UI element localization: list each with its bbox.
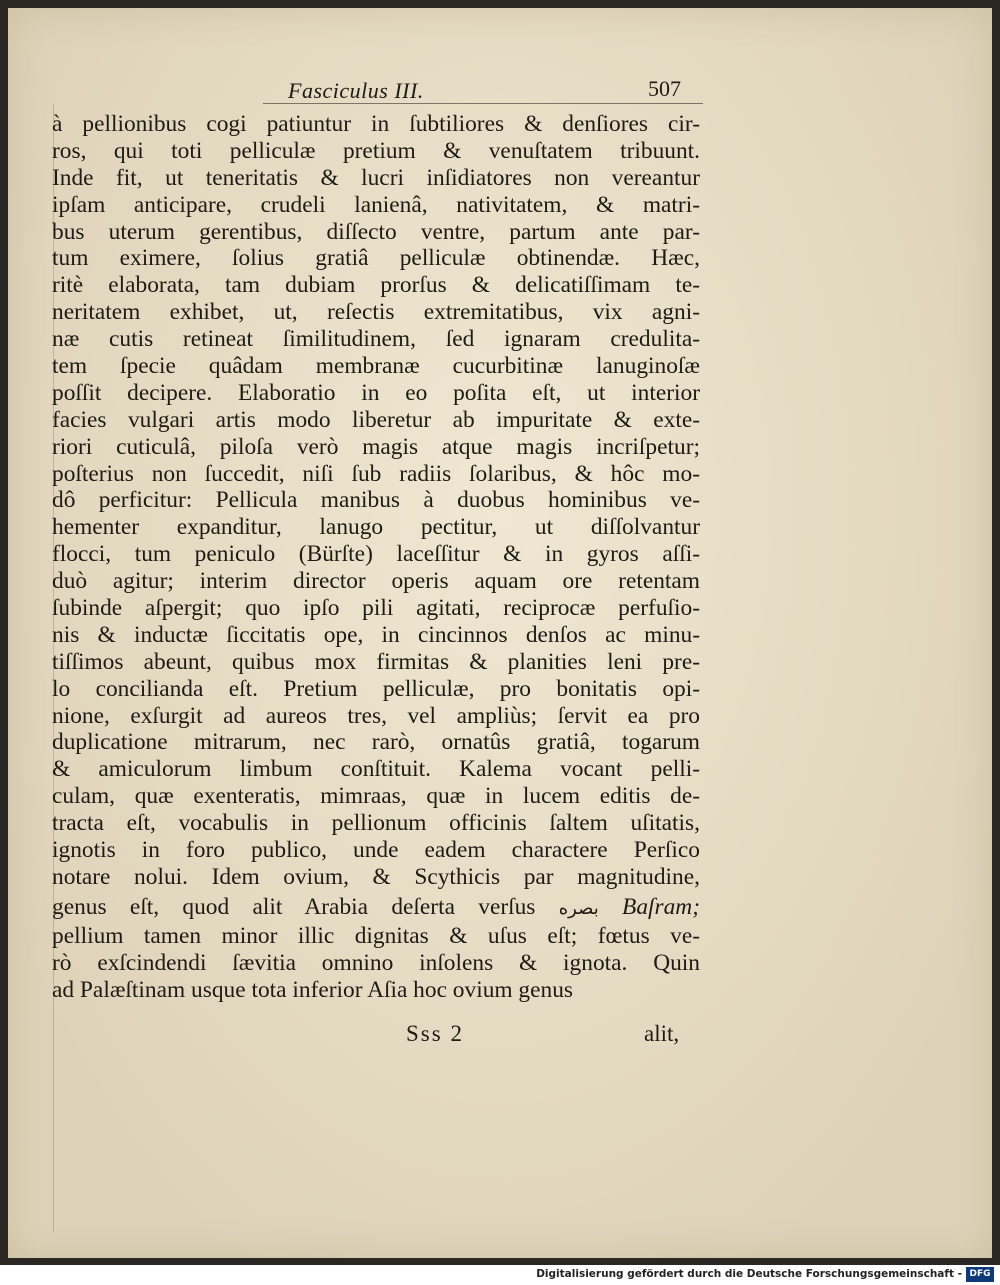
text-line: tracta eſt, vocabulis in pellionum officinis ſaltem uſitatis, <box>52 810 700 837</box>
text-line: poſterius non ſuccedit, niſi ſub radiis ſolaribus, & hôc mo- <box>52 460 700 487</box>
text-line: tiſſimos abeunt, quibus mox firmitas & planities leni pre- <box>52 648 700 675</box>
book-page <box>8 8 992 1258</box>
page-number: 507 <box>648 76 681 101</box>
header-rule <box>263 103 703 104</box>
text-line: facies vulgari artis modo liberetur ab impuritate & exte- <box>52 406 700 433</box>
text-line: ſubinde aſpergit; quo ipſo pili agitati, reciprocæ perfuſio- <box>52 595 700 622</box>
credit-bar <box>0 1265 1000 1285</box>
text-line: ritè elaborata, tam dubiam prorſus & delicatiſſimam te- <box>52 272 700 299</box>
text-line: Inde fit, ut teneritatis & lucri inſidiatores non vereantur <box>52 164 700 191</box>
text-line: rò exſcindendi ſævitia omnino inſolens & ignota. Quin <box>52 949 700 976</box>
text-line: notare nolui. Idem ovium, & Scythicis par magnitudine, <box>52 863 700 890</box>
text-line: duplicatione mitrarum, nec rarò, ornatûs gratiâ, togarum <box>52 729 700 756</box>
body-text <box>52 111 700 1004</box>
running-head: Fasciculus III. <box>288 78 424 103</box>
text-line: culam, quæ exenteratis, mimraas, quæ in lucem editis de- <box>52 783 700 810</box>
text-line-with-arabic <box>52 891 700 923</box>
arabic-word: بصره <box>558 897 599 919</box>
text-line: bus uterum gerentibus, diſſecto ventre, partum ante par- <box>52 218 700 245</box>
text-line: ignotis in foro publico, unde eadem charactere Perſico <box>52 837 700 864</box>
signature-mark: Sss 2 <box>406 1021 464 1046</box>
text-line: ad Palæſtinam usque tota inferior Aſia hoc ovium genus <box>52 976 574 1003</box>
text-line: pellium tamen minor illic dignitas & uſus eſt; fœtus ve- <box>52 922 700 949</box>
text-line: duò agitur; interim director operis aquam ore retentam <box>52 568 700 595</box>
text-line: poſſit decipere. Elaboratio in eo poſita eſt, ut interior <box>52 379 700 406</box>
text-line: dô perficitur: Pellicula manibus à duobus hominibus ve- <box>52 487 700 514</box>
text-line: ipſam anticipare, crudeli lanienâ, nativitatem, & matri- <box>52 191 700 218</box>
text-line: tum eximere, ſolius gratiâ pelliculæ obtinendæ. Hæc, <box>52 245 700 272</box>
catchword: alit, <box>644 1021 680 1046</box>
text-line: tem ſpecie quâdam membranæ cucurbitinæ lanuginoſæ <box>52 353 700 380</box>
text-line: à pellionibus cogi patiuntur in ſubtiliores & denſiores cir- <box>52 111 700 137</box>
credit-text: Digitalisierung gefördert durch die Deutsche Forschungsgemeinschaft - <box>536 1268 962 1280</box>
text-segment-italic: Baſram; <box>622 893 700 920</box>
text-segment: genus eſt, quod alit Arabia deſerta verſus <box>52 893 536 920</box>
text-line: ros, qui toti pelliculæ pretium & venuſtatem tribuunt. <box>52 137 700 164</box>
text-line: flocci, tum peniculo (Bürſte) laceſſitur & in gyros aſſi- <box>52 541 700 568</box>
text-line: riori cuticulâ, piloſa verò magis atque magis incriſpetur; <box>52 433 700 460</box>
text-line: nione, exſurgit ad aureos tres, vel ampliùs; ſervit ea pro <box>52 702 700 729</box>
text-line: & amiculorum limbum conſtituit. Kalema vocant pelli- <box>52 756 700 783</box>
text-line: nis & inductæ ſiccitatis ope, in cincinnos denſos ac minu- <box>52 621 700 648</box>
dfg-logo-icon: DFG <box>966 1267 994 1282</box>
text-line: hementer expanditur, lanugo pectitur, ut diſſolvantur <box>52 514 700 541</box>
text-line: næ cutis retineat ſimilitudinem, ſed ignaram credulita- <box>52 326 700 353</box>
text-line: lo concilianda eſt. Pretium pelliculæ, pro bonitatis opi- <box>52 675 700 702</box>
text-line: neritatem exhibet, ut, reſectis extremitatibus, vix agni- <box>52 299 700 326</box>
